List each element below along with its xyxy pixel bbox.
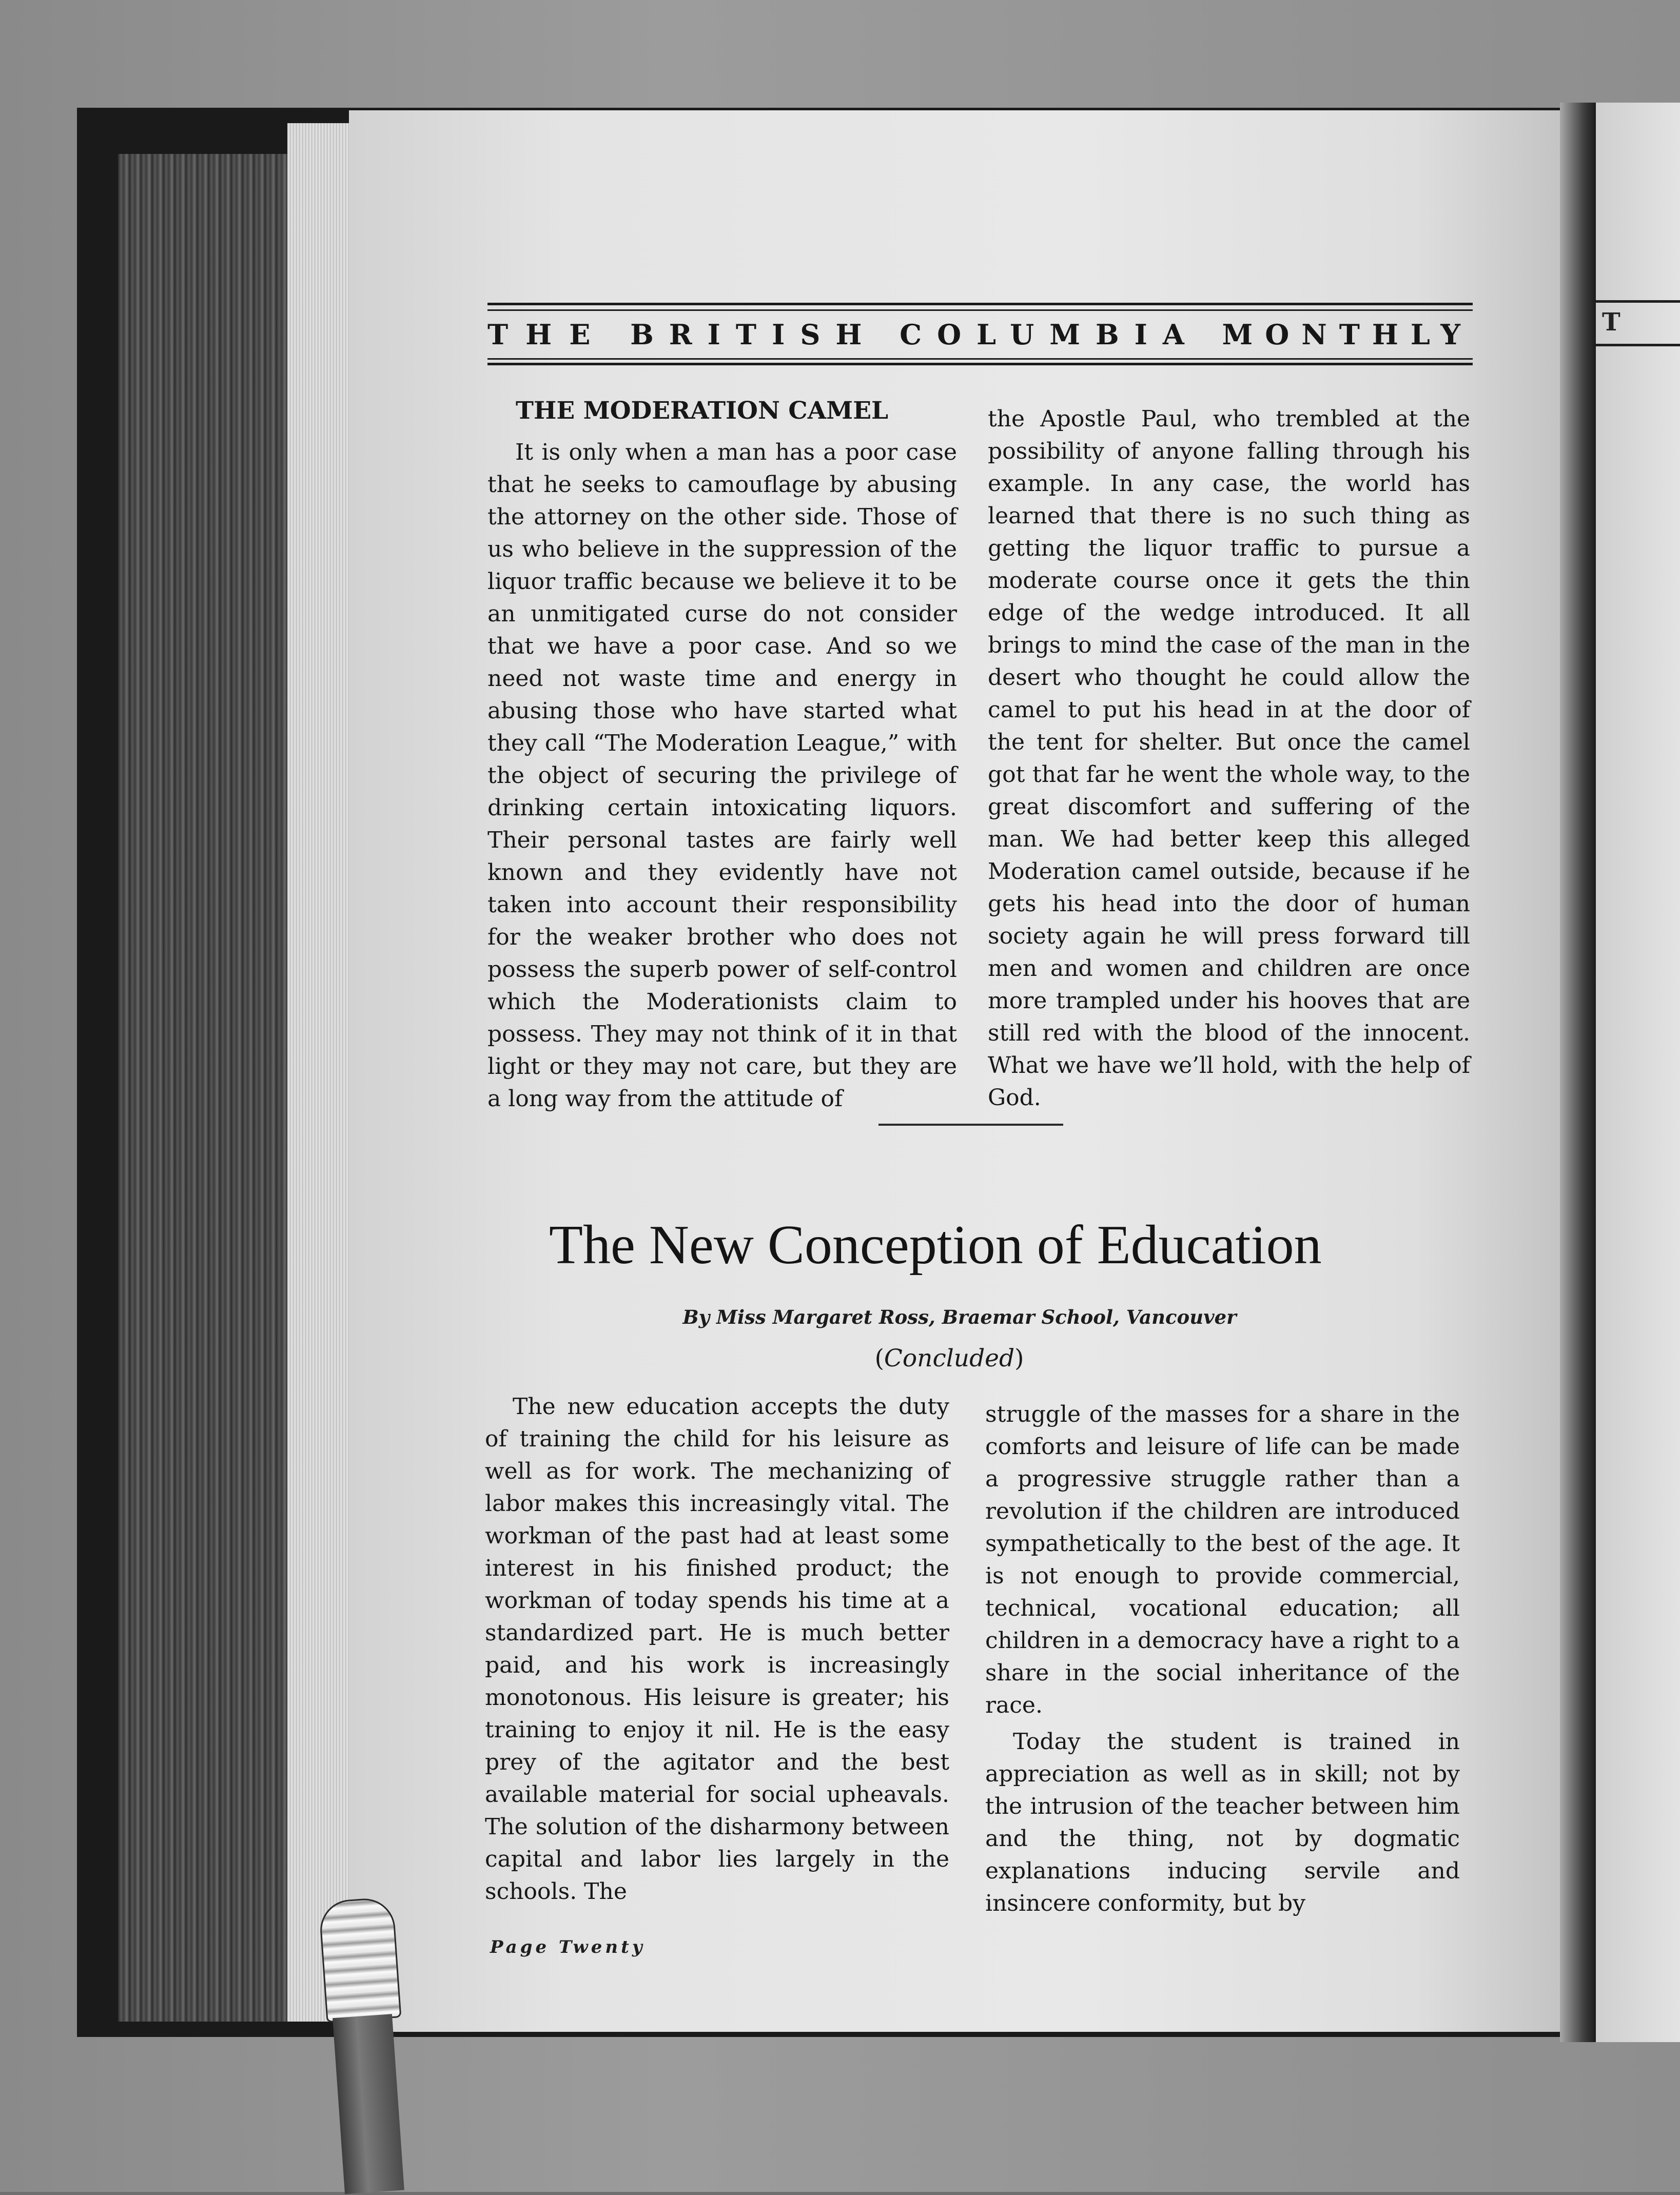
camel-paragraph-right: the Apostle Paul, who trembled at the possibility of anyone falling through his example. In any case, the world has learned that there is no such thing as getting the liquor traffic to pursue a moderate course once it gets the thin edge of the wedge introduced. It all brings to mind the case of the man in the desert who thought he could allow the camel to put his head in at the door of the tent for shelter. But once the camel got that far he went the whole way, to the great discomfort and suffering of the man. We had better keep this alleged Moderation camel outside, because if he gets his head into the door of human society again he will press forward till men and women and children are once more trampled under his hooves that are still red with the blood of the innocent. What we have we’ll hold, with the help of God. (988, 406, 1470, 1111)
facing-header-rule-bottom (1596, 344, 1680, 346)
education-paragraph-left: The new education accepts the duty of training the child for his leisure as well as for work. The mechanizing of labor makes this increasingly vital. The workman of the past had at least some interest in his finished product; the workman of today spends his time at a standardized part. He is much better paid, and his work is increasingly monotonous. His leisure is greater; his training to enjoy it nil. He is the easy prey of the agitator and the best available material for social upheavals. The solution of the disharmony between capital and labor lies largely in the schools. The (485, 1394, 949, 1905)
camel-column-right (988, 403, 1470, 1114)
section-separator (878, 1124, 1063, 1126)
book-gutter (1560, 103, 1596, 2042)
education-byline: By Miss Margaret Ross, Braemar School, Vancouver (682, 1306, 1237, 1328)
masthead-rule-top-thin (487, 309, 1473, 311)
camel-column-left (487, 436, 957, 1115)
page-folio: Page Twenty (490, 1937, 646, 1957)
masthead-word: COLUMBIA (900, 318, 1200, 351)
concluded-label: Concluded (884, 1344, 1015, 1373)
camel-paragraph-left: It is only when a man has a poor case that he seeks to camouflage by abusing the attorney on the other side. Those of us who believe in the suppression of the liquor traffic because we believe it to be an unmitigated curse do not consider that we have a poor case. And so we need not waste time and energy in abusing those who have started what they call “The Moderation League,” with the object of securing the privilege of drinking certain intoxicating liquors. Their personal tastes are fairly well known and they evidently have not taken into account their responsibility for the weaker brother who does not possess the superb power of self-control which the Moderationists claim to possess. They may not think of it in that light or they may not care, but they are a long way from the attitude of (487, 439, 957, 1112)
education-column-right (985, 1398, 1460, 1919)
masthead (487, 317, 1473, 352)
page-edges (287, 123, 349, 2022)
facing-header-rule (1596, 300, 1680, 303)
education-paragraph-right-2: Today the student is trained in appreciation as well as in skill; not by the intrusion of the teacher between him and the thing, not by dogmatic explanations inducing servile and insincere conformity, but by (985, 1729, 1460, 1916)
pencil (313, 1895, 431, 2195)
masthead-word: MONTHLY (1222, 318, 1473, 351)
facing-header-fragment: T (1602, 308, 1623, 337)
education-paragraph-right-1: struggle of the masses for a share in the comforts and leisure of life can be made a progressive struggle rather than a revolution if the children are introduced sympathetically to the best of the age. It is not enough to provide commercial, technical, vocational education; all children in a democracy have a right to a share in the social inheritance of the race. (985, 1401, 1460, 1718)
masthead-word: BRITISH (630, 318, 877, 351)
masthead-rule-top (487, 303, 1473, 305)
facing-page (1596, 103, 1680, 2042)
masthead-word: THE (487, 318, 608, 351)
pencil-ferrule (318, 1896, 401, 2023)
masthead-rule-bottom (487, 363, 1473, 365)
education-title: The New Conception of Education (549, 1214, 1322, 1276)
masthead-rule-bottom-thin (487, 358, 1473, 360)
concluded-note: (Concluded) (874, 1344, 1024, 1373)
pencil-body (333, 2014, 404, 2194)
education-column-left (485, 1390, 949, 1908)
camel-heading: THE MODERATION CAMEL (516, 397, 889, 425)
